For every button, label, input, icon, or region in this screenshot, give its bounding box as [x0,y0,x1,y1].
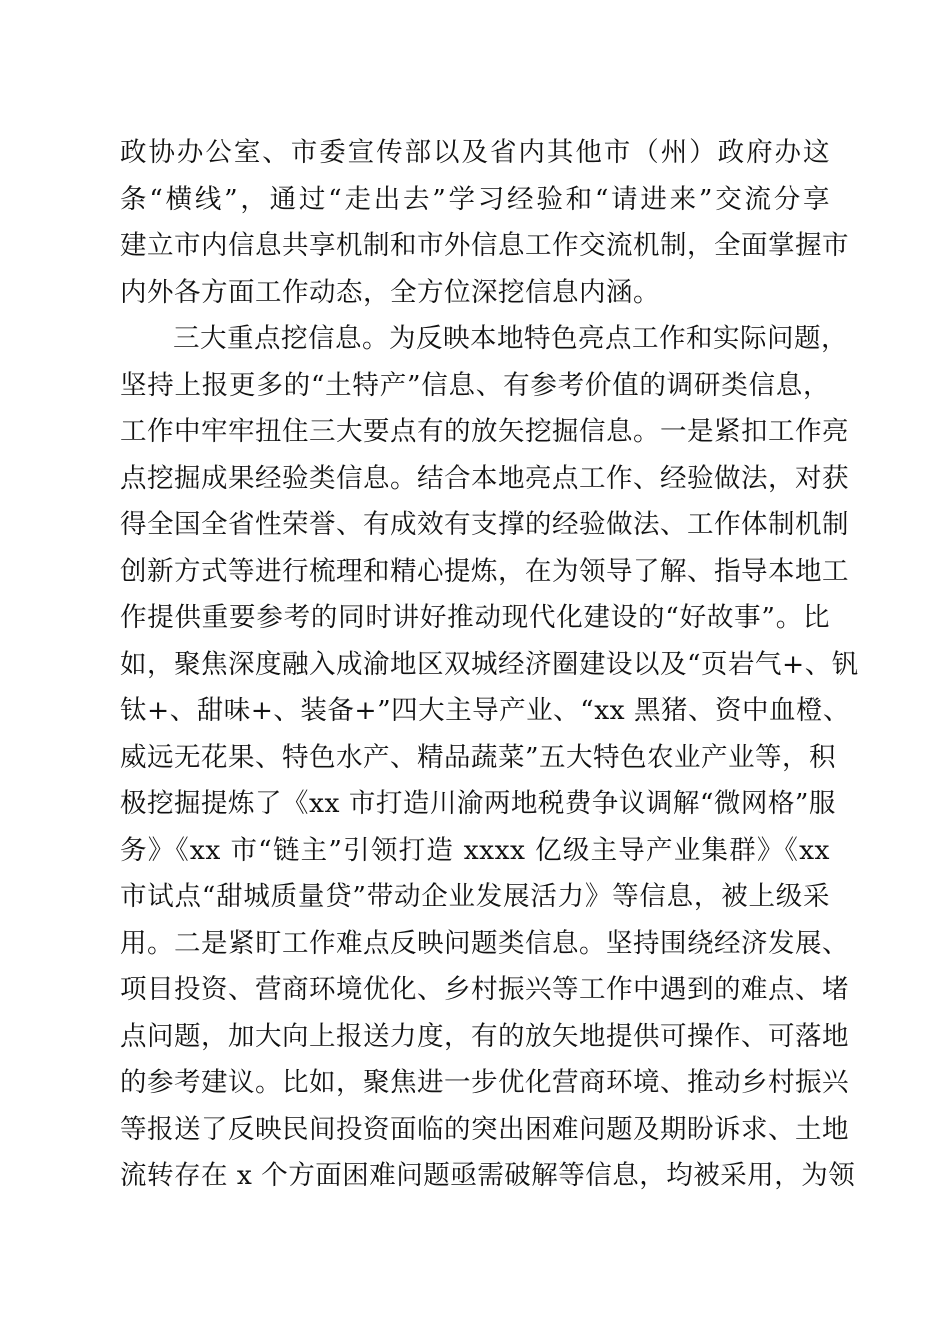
text-line: 流转存在 x 个方面困难问题亟需破解等信息，均被采用，为领 [120,1160,856,1191]
text-line: 点问题，加大向上报送力度，有的放矢地提供可操作、可落地 [120,1020,849,1052]
text-line: 市试点“甜城质量贷”带动企业发展活力》等信息，被上级采 [120,881,830,912]
text-line: 用。二是紧盯工作难点反映问题类信息。坚持围绕经济发展、 [120,927,849,959]
text-line: 内外各方面工作动态，全方位深挖信息内涵。 [120,276,660,308]
text-line: 建立市内信息共享机制和市外信息工作交流机制，全面掌握市 [120,230,849,261]
document-body [120,130,859,1200]
text-line: 务》《xx 市“链主”引领打造 xxxx 亿级主导产业集群》《xx [120,834,830,866]
text-line: 如，聚焦深度融入成渝地区双城经济圈建设以及“页岩气+、钒 [120,648,859,680]
text-line: 工作中牢牢扭住三大要点有的放矢挖掘信息。一是紧扣工作亮 [120,416,849,447]
text-line: 钛+、甜味+、装备+”四大主导产业、“xx 黑猪、资中血橙、 [120,695,851,726]
text-line: 创新方式等进行梳理和精心提炼，在为领导了解、指导本地工 [120,555,849,587]
text-line: 点挖掘成果经验类信息。结合本地亮点工作、经验做法，对获 [120,462,849,494]
text-line: 得全国全省性荣誉、有成效有支撑的经验做法、工作体制机制 [120,509,849,540]
text-line: 政协办公室、市委宣传部以及省内其他市（州）政府办这 [120,137,830,168]
text-line: 威远无花果、特色水产、精品蔬菜”五大特色农业产业等，积 [120,741,837,773]
text-line: 坚持上报更多的“土特产”信息、有参考价值的调研类信息， [120,369,830,401]
text-line: 极挖掘提炼了《xx 市打造川渝两地税费争议调解“微网格”服 [120,788,836,819]
text-line: 等报送了反映民间投资面临的突出困难问题及期盼诉求、土地 [120,1113,849,1145]
text-line: 的参考建议。比如，聚焦进一步优化营商环境、推动乡村振兴 [120,1067,849,1098]
text-line: 条“横线”，通过“走出去”学习经验和“请进来”交流分享 [120,183,830,215]
paragraph-first-line: 三大重点挖信息。为反映本地特色亮点工作和实际问题， [173,323,848,354]
text-line: 项目投资、营商环境优化、乡村振兴等工作中遇到的难点、堵 [120,974,849,1005]
text-line: 作提供重要参考的同时讲好推动现代化建设的“好故事”。比 [120,602,830,633]
